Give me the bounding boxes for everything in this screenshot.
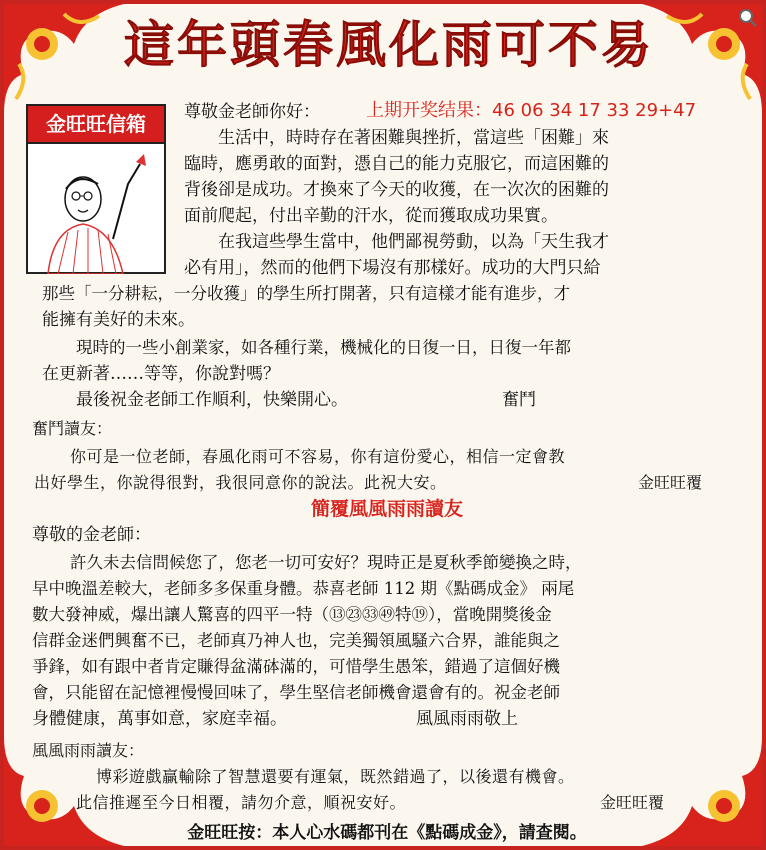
reply1-line: 你可是一位老師，春風化雨可不容易，你有這份愛心，相信一定會教 (70, 447, 566, 466)
letter2-signature: 風風雨雨敬上 (416, 709, 518, 729)
letter2-line: 信群金迷們興奮不已，老師真乃神人也，完美獨領風騷六合界，誰能與之 (32, 631, 560, 650)
zoom-icon[interactable] (738, 8, 758, 28)
letter1-line: 必有用」，然而的他們下場沒有那樣好。成功的大門只給 (184, 258, 601, 278)
letter1-line: 生活中，時時存在著困難與挫折，當這些「困難」來 (218, 128, 609, 148)
article-title: 這年頭春風化雨可不易 (124, 15, 654, 74)
section-subheading: 簡覆風風雨雨讀友 (310, 498, 463, 520)
letter2-line: 身體健康，萬事如意，家庭幸福。 (32, 709, 287, 729)
teacher-illustration (28, 144, 164, 274)
letter2-line: 會，只能留在記憶裡慢慢回味了，學生堅信老師機會還會有的。祝金老師 (32, 683, 560, 702)
reply2-line: 博彩遊戲贏輸除了智慧還要有運氣，既然錯過了，以後還有機會。 (96, 767, 575, 786)
reply2-signature: 金旺旺覆 (600, 793, 665, 812)
letter2-greeting: 尊敬的金老師： (32, 525, 151, 545)
reply2-line: 此信推遲至今日相覆，請勿介意，順祝安好。 (76, 793, 407, 812)
letter1-signature: 奮鬥 (502, 390, 536, 410)
last-draw-result: 上期开奖结果：46 06 34 17 33 29+47 (366, 100, 697, 121)
reply1-line: 出好學生，你說得很對，我很同意你的說法。此祝大安。 (34, 473, 447, 492)
editor-note: 金旺旺按：本人心水碼都刊在《點碼成金》，請查閱。 (187, 823, 587, 843)
letter1-line: 那些「一分耕耘，一分收獲」的學生所打開著，只有這樣才能有進步，才 (42, 284, 570, 303)
badge-label: 金旺旺信箱 (28, 106, 164, 144)
letter1-line: 現時的一些小創業家，如各種行業，機械化的日復一日，日復一年都 (76, 338, 571, 357)
reply2-salutation: 風風雨雨讀友： (32, 741, 145, 760)
letter2-line: 許久未去信問候您了，您老一切可安好？現時正是夏秋季節變換之時， (70, 553, 582, 572)
letter1-line: 最後祝金老師工作順利，快樂開心。 (76, 390, 348, 410)
letter2-line: 早中晚溫差較大，老師多多保重身體。恭喜老師 112 期《點碼成金》 兩尾 (32, 579, 575, 598)
letter1-line: 背後卻是成功。才換來了今天的收獲，在一次次的困難的 (184, 180, 609, 200)
letter2-line: 爭鋒，如有跟中者肯定賺得盆滿砵滿的，可惜學生愚笨，錯過了這個好機 (32, 657, 560, 676)
letter2-line: 數大發神威，爆出讓人驚喜的四平一特（⑬㉓㉝㊾特⑲），當晚開獎後金 (32, 605, 552, 624)
reply1-salutation: 奮鬥讀友： (32, 419, 113, 438)
letter1-line: 面前爬起，付出辛勤的汗水，從而獲取成功果實。 (184, 206, 558, 226)
letter1-line: 臨時，應勇敢的面對，憑自己的能力克服它，而這困難的 (184, 154, 609, 174)
letter1-line: 在更新著……等等，你說對嗎？ (42, 364, 280, 384)
letter1-line: 能擁有美好的未來。 (42, 310, 195, 330)
column-badge (26, 104, 166, 274)
letter1-line: 在我這些學生當中，他們鄙視勞動，以為「天生我才 (218, 232, 609, 252)
ornament-corner-top-left (4, 4, 124, 114)
letter1-greeting: 尊敬金老師你好： (184, 102, 320, 122)
reply1-signature: 金旺旺覆 (638, 473, 703, 492)
